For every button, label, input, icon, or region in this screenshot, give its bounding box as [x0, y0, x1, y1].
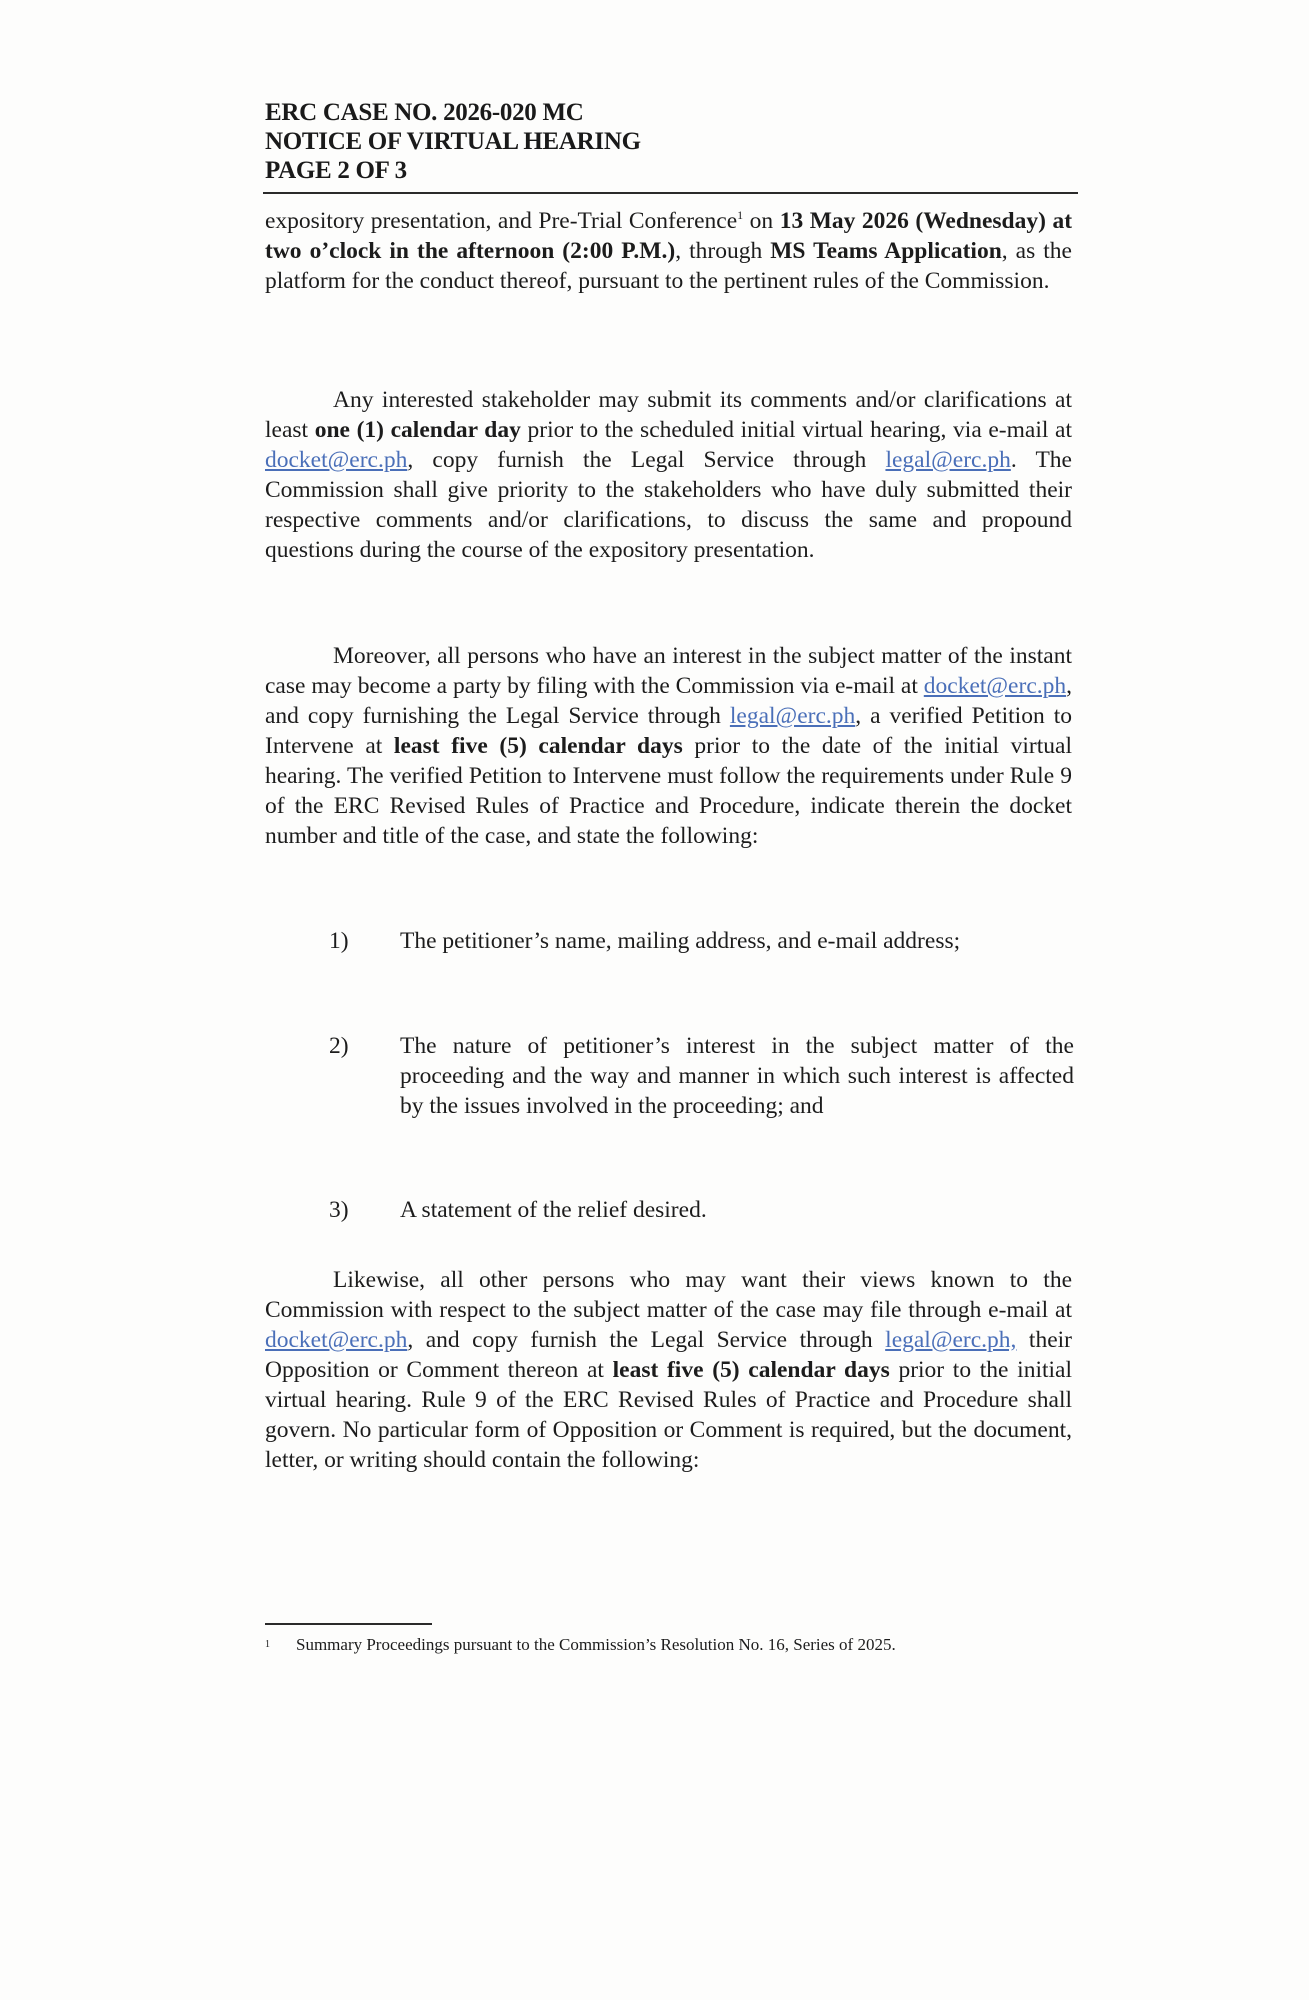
hearing-date: 13 May 2026 (Wednesday) at two o’clock in the afternoon (2:00 P.M.) — [265, 208, 1073, 264]
list-text: A statement of the relief desired. — [400, 1197, 707, 1223]
footnote-ref[interactable]: 1 — [737, 208, 744, 223]
list-number: 1) — [329, 928, 349, 954]
case-number: ERC CASE NO. 2026-020 MC — [265, 99, 584, 126]
docket-email-link[interactable]: docket@erc.ph — [265, 1327, 408, 1353]
docket-email-link[interactable]: docket@erc.ph — [923, 673, 1067, 699]
list-text: The petitioner’s name, mailing address, and e-mail address; — [400, 928, 961, 954]
page-indicator: PAGE 2 OF 3 — [265, 157, 407, 184]
legal-email-link[interactable]: legal@erc.ph — [885, 447, 1011, 473]
paragraph-opposition-comment: Likewise, all other persons who may want their views known to the Commission with respect to the subject matter of the case may file through e-mail at docket@erc.ph, and copy furnish the Legal Service through legal@erc.ph, their Opposition or Comment thereon at least five (5) calendar days prior to the initial virtual hearing. Rule 9 of the ERC Revised Rules of Practice and Procedure shall govern. No particular form of Opposition or Comment is required, but the document, letter, or writing should contain the following: — [265, 1267, 1073, 1473]
legal-email-link[interactable]: legal@erc.ph, — [885, 1327, 1017, 1353]
list-number: 3) — [329, 1197, 349, 1223]
footnote-number: 1 — [265, 1639, 270, 1650]
platform-name: MS Teams Application — [770, 238, 1002, 264]
list-text: The nature of petitioner’s interest in the subject matter of the proceeding and the way and manner in which such interest is affected by the issues involved in the proceeding; and — [400, 1033, 1074, 1119]
paragraph-petition-to-intervene: Moreover, all persons who have an interest in the subject matter of the instant case may become a party by filing with the Commission via e-mail at docket@erc.ph, and copy furnishing the Legal Service through legal@erc.ph, a verified Petition to Intervene at least five (5) calendar days prior to the date of the initial virtual hearing. The verified Petition to Intervene must follow the requirements under Rule 9 of the ERC Revised Rules of Practice and Procedure, indicate therein the docket number and title of the case, and state the following: — [265, 643, 1072, 849]
footnote-divider — [265, 1623, 432, 1625]
page-header — [265, 98, 1077, 185]
footnote-text: Summary Proceedings pursuant to the Commission’s Resolution No. 16, Series of 2025. — [296, 1635, 896, 1654]
list-number: 2) — [329, 1033, 349, 1059]
footnote — [265, 1634, 896, 1656]
legal-email-link[interactable]: legal@erc.ph — [729, 703, 856, 729]
header-divider — [263, 192, 1078, 194]
paragraph-hearing-schedule: expository presentation, and Pre-Trial Conference$^1$ on 13 May 2026 (Wednesday) at two o’clock in the afternoon (2:00 P.M.), through MS Teams Application, as the platform for the conduct thereof, pursuant to the pertinent rules of the Commission. — [265, 208, 1073, 294]
paragraph-stakeholder-comments: Any interested stakeholder may submit its comments and/or clarifications at least one (1) calendar day prior to the scheduled initial virtual hearing, via e-mail at docket@erc.ph, copy furnish the Legal Service through legal@erc.ph. The Commission shall give priority to the stakeholders who have duly submitted their respective comments and/or clarifications, to discuss the same and propound questions during the course of the expository presentation. — [265, 387, 1072, 563]
notice-title: NOTICE OF VIRTUAL HEARING — [265, 128, 641, 155]
docket-email-link[interactable]: docket@erc.ph — [265, 447, 408, 473]
